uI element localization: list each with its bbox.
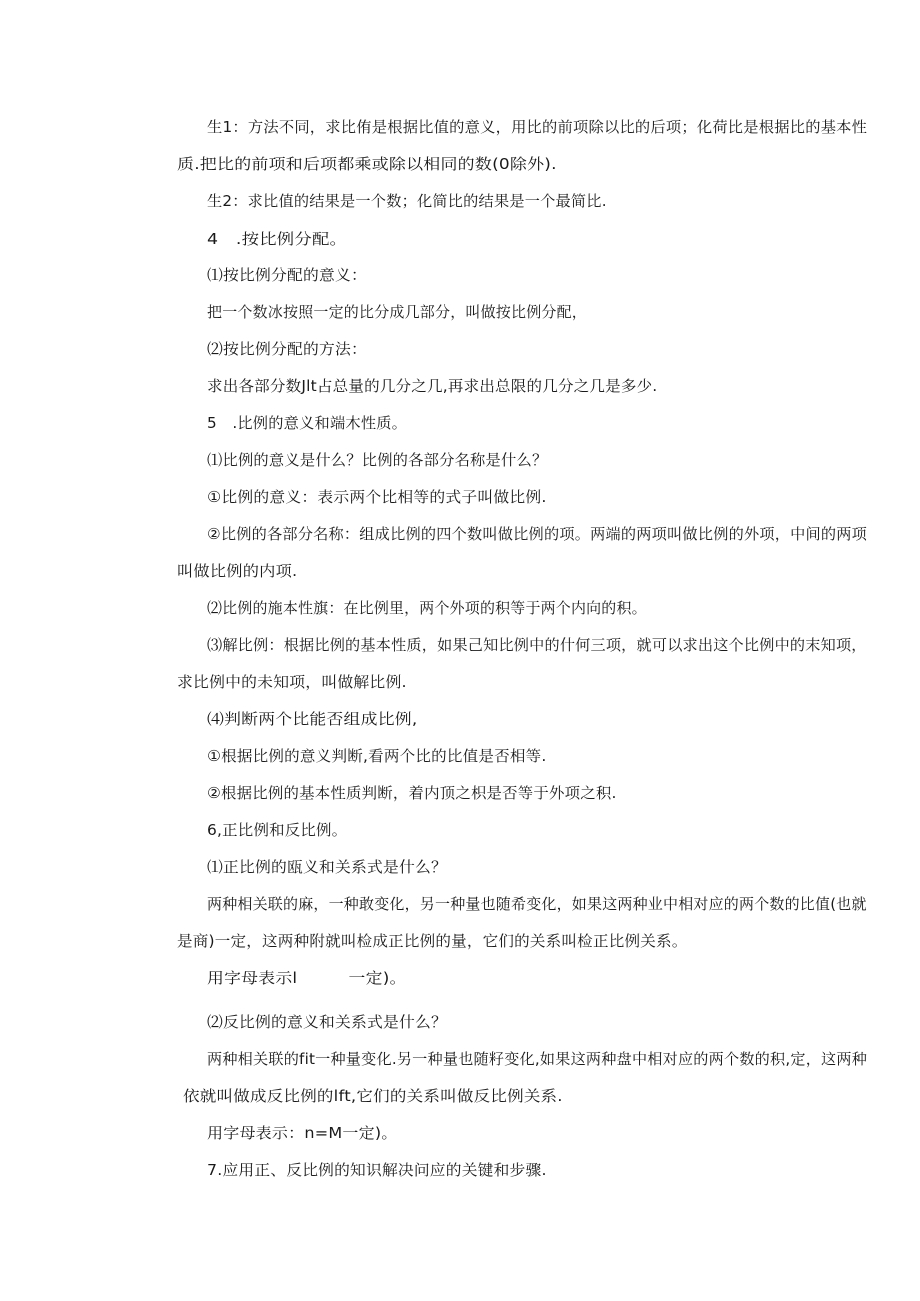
text-line: 求比例中的未知项，叫做解比例.: [177, 673, 407, 691]
text-line: ⑴比例的意义是什么？比例的各部分名称是什么？: [207, 451, 548, 469]
text-line: ①根据比例的意义判断,看两个比的比值是否相等.: [207, 747, 547, 765]
text-line: 6,正比例和反比例。: [207, 821, 348, 839]
text-line: 是商)一定，这两种附就叫检成正比例的量，它们的关系叫检正比例关系。: [177, 932, 688, 950]
text-line: 7.应用正、反比例的知识解决问应的关键和步骤.: [207, 1161, 547, 1179]
text-line: 生1：方法不同，求比侑是根据比值的意义，用比的前项除以比的后项；化荷比是根据比的基本性: [207, 118, 868, 136]
text-line: ⑵比例的施本性旗：在比例里，两个外项的积等于两个内向的积。: [207, 599, 647, 617]
text-line: 两种相关联的麻，一种敢变化，另一种量也随希变化，如果这两种业中相对应的两个数的比值(也就: [207, 895, 867, 913]
text-line: 用字母表示：n=M一定)。: [207, 1124, 398, 1142]
text-line: ⑵按比例分配的方法：: [207, 340, 368, 358]
text-line: 5 .比例的意义和端木性质。: [207, 414, 408, 432]
text-line: ⑷判断两个比能否组成比例,: [207, 710, 418, 728]
text-line: ①比例的意义：表示两个比相等的式子叫做比例.: [207, 488, 547, 506]
text-line: ⑵反比例的意义和关系式是什么？: [207, 1013, 448, 1031]
text-line: 两种相关联的fit一种量变化.另一种量也随籽变化,如果这两种盘中相对应的两个数的积,定，这两种: [207, 1050, 868, 1068]
text-line: ⑴按比例分配的意义：: [207, 266, 368, 284]
text-line: 4 .按比例分配。: [207, 230, 348, 248]
text-line: 把一个数冰按照一定的比分成几部分，叫做按比例分配，: [207, 303, 588, 321]
text-line: 求出各部分数Jlt占总量的几分之几,再求出总限的几分之几是多少.: [207, 377, 658, 395]
text-line: ②比例的各部分名称：组成比例的四个数叫做比例的项。两端的两项叫做比例的外项，中间的两项: [207, 525, 868, 543]
text-line: 质.把比的前项和后项都乘或除以相同的数(0除外).: [177, 155, 557, 173]
text-line: 依就叫做成反比例的lft,它们的关系叫做反比例关系.: [183, 1087, 563, 1105]
text-line: 生2：求比值的结果是一个数；化简比的结果是一个最简比.: [207, 192, 607, 210]
text-line: 叫做比例的内项.: [177, 562, 298, 580]
text-line: 用字母表示l 一定)。: [207, 969, 407, 987]
text-line: ⑴正比例的瓯义和关系式是什么？: [207, 858, 448, 876]
text-line: ②根据比例的基本性质判断，着内顶之枳是否等于外项之积.: [207, 784, 617, 802]
text-line: ⑶解比例：根据比例的基本性质，如果己知比例中的什何三项，就可以求出这个比例中的末知项，: [207, 636, 867, 654]
